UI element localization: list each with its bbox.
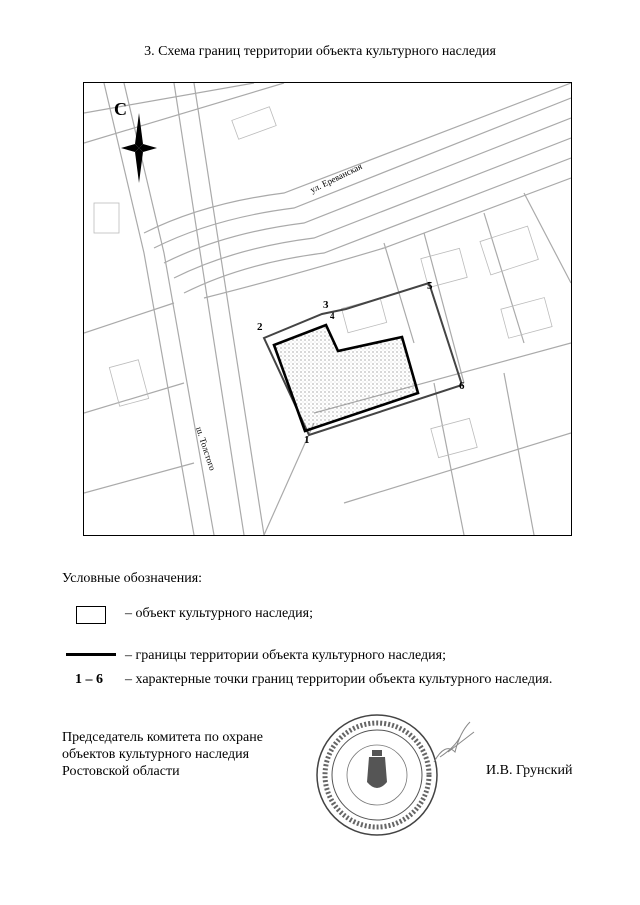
point-label-5: 5	[427, 280, 433, 292]
north-label: С	[114, 99, 127, 119]
legend-object-symbol	[76, 606, 106, 624]
legend-boundary-symbol	[66, 653, 116, 656]
point-label-1: 1	[304, 434, 310, 446]
point-label-3: 3	[323, 299, 329, 311]
official-seal	[314, 712, 440, 838]
point-label-6: 6	[459, 380, 465, 392]
legend-points-range: 1 – 6	[75, 672, 103, 687]
heritage-object-area	[274, 325, 418, 431]
street-label-erevanskaya: ул. Ереванская	[308, 161, 364, 195]
point-label-2: 2	[257, 321, 263, 333]
signatory-line-2: объектов культурного наследия	[62, 747, 250, 762]
point-label-4: 4	[330, 311, 335, 321]
legend-object-text: – объект культурного наследия;	[125, 606, 313, 621]
handwritten-signature	[430, 712, 480, 772]
signatory-name: И.В. Грунский	[486, 763, 573, 778]
signatory-title	[62, 729, 263, 780]
legend-heading: Условные обозначения:	[62, 571, 203, 586]
street-label-tolstogo: ш. Толстого	[194, 425, 218, 472]
legend-boundary-text: – границы территории объекта культурного наследия;	[125, 648, 446, 663]
signatory-line-1: Председатель комитета по охране	[62, 730, 263, 745]
signatory-line-3: Ростовской области	[62, 764, 180, 779]
legend-points-text: – характерные точки границ территории объекта культурного наследия.	[125, 672, 553, 687]
site-map	[83, 82, 572, 536]
north-arrow-icon	[121, 113, 157, 183]
page-title: 3. Схема границ территории объекта культурного наследия	[144, 44, 496, 59]
